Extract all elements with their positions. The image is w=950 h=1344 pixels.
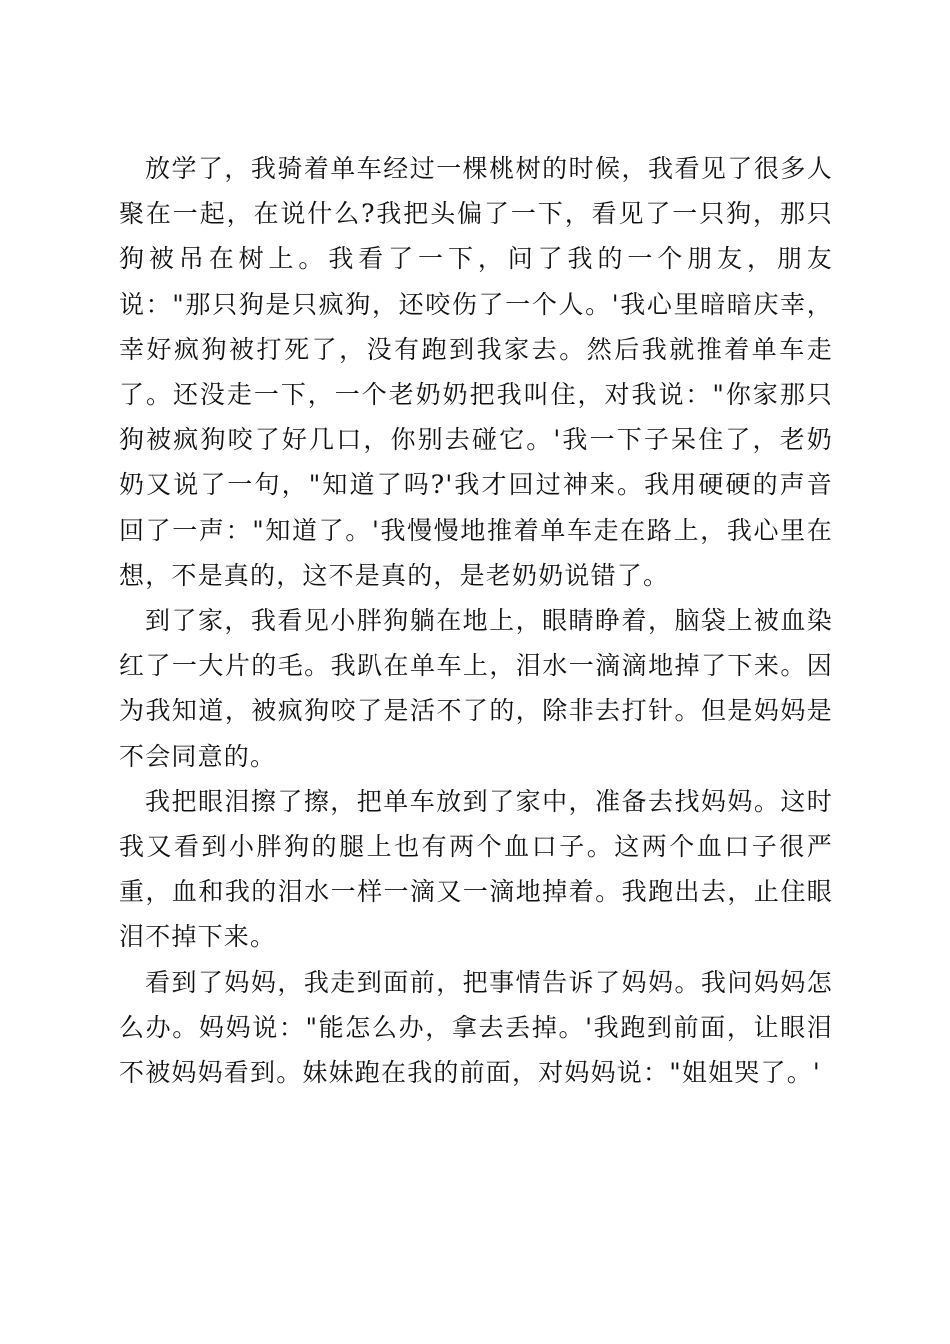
document-body [119,146,833,1095]
paragraph-3: 我把眼泪擦了擦，把单车放到了家中，准备去找妈妈。这时我又看到小胖狗的腿上也有两个血口子。这两个血口子很严重，血和我的泪水一样一滴又一滴地掉着。我跑出去，止住眼泪不掉下来。 [119,786,833,952]
paragraph-2: 到了家，我看见小胖狗躺在地上，眼睛睁着，脑袋上被血染红了一大片的毛。我趴在单车上，泪水一滴滴地掉了下来。因为我知道，被疯狗咬了是活不了的，除非去打针。但是妈妈是不会同意的。 [119,606,833,771]
paragraph-4: 看到了妈妈，我走到面前，把事情告诉了妈妈。我问妈妈怎么办。妈妈说："能怎么办，拿去丢掉。'我跑到前面，让眼泪不被妈妈看到。妹妹跑在我的前面，对妈妈说："姐姐哭了。' [119,967,833,1088]
paragraph-1: 放学了，我骑着单车经过一棵桃树的时候，我看见了很多人聚在一起，在说什么?我把头偏了一下，看见了一只狗，那只狗被吊在树上。我看了一下，问了我的一个朋友，朋友说："那只狗是只疯狗，还咬伤了一个人。'我心里暗暗庆幸，幸好疯狗被打死了，没有跑到我家去。然后我就推着单车走了。还没走一下，一个老奶奶把我叫住，对我说："你家那只狗被疯狗咬了好几口，你别去碰它。'我一下子呆住了，老奶奶又说了一句，"知道了吗?'我才回过神来。我用硬硬的声音回了一声："知道了。'我慢慢地推着单车走在路上，我心里在想，不是真的，这不是真的，是老奶奶说错了。 [119,154,833,590]
